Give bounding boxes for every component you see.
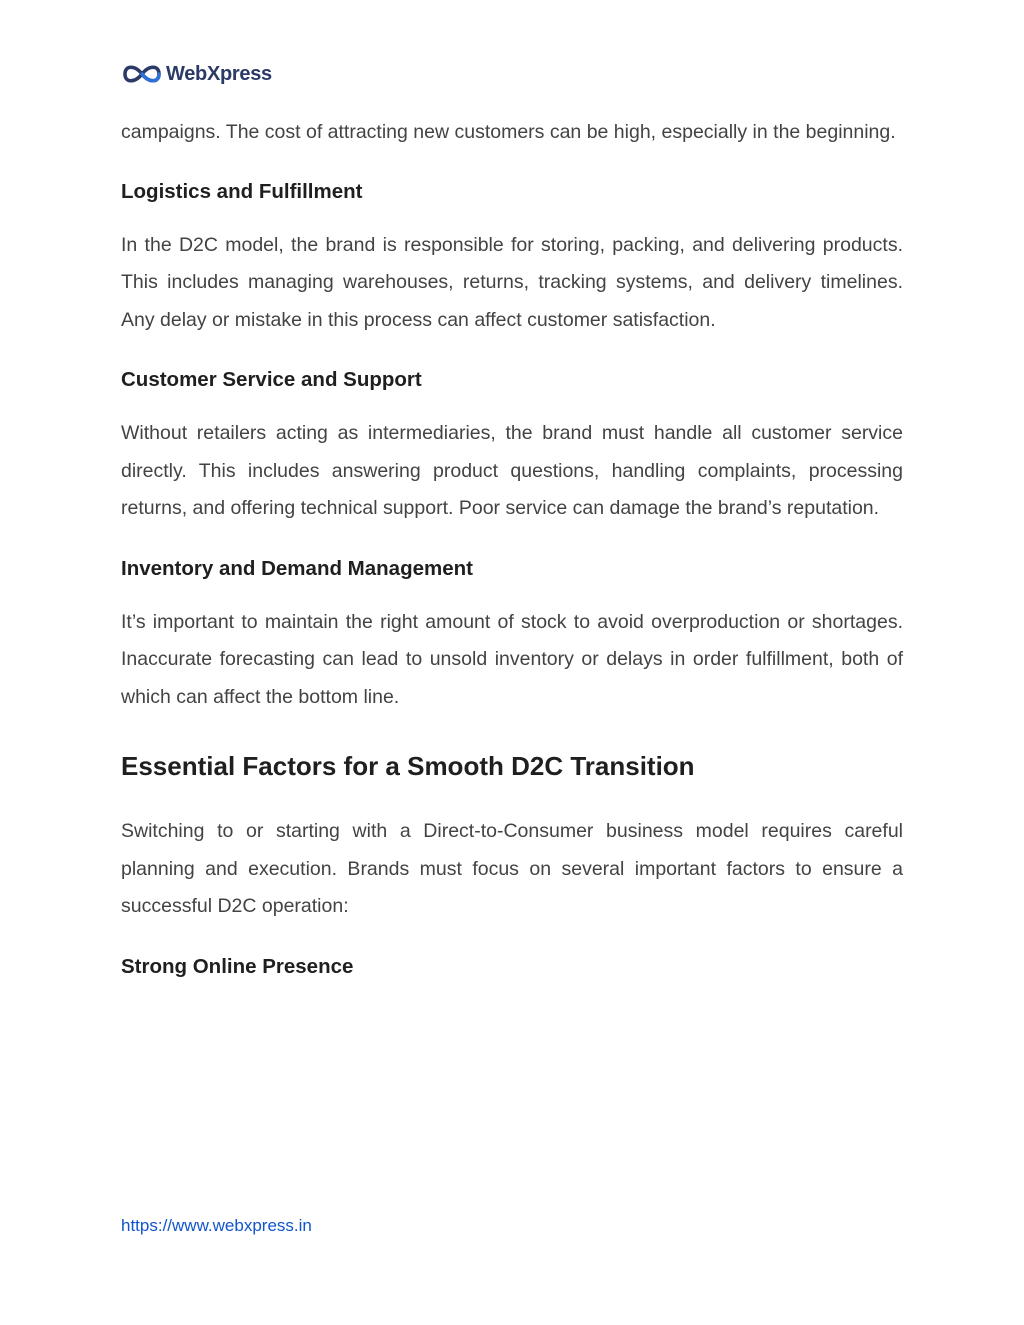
brand-logo	[121, 60, 272, 88]
document-body	[121, 114, 903, 981]
logo-wordmark: WebXpress	[166, 63, 272, 85]
inventory-paragraph: It’s important to maintain the right amount of stock to avoid overproduction or shortages. Inaccurate forecasting can lead to unsold inventory or delays in order fulfillment, both of which can affect the bottom line.	[121, 610, 903, 708]
essential-factors-heading: Essential Factors for a Smooth D2C Transition	[121, 751, 695, 781]
essential-factors-paragraph: Switching to or starting with a Direct-to-Consumer business model requires careful planning and execution. Brands must focus on several important factors to ensure a successful D2C operation:	[121, 820, 903, 917]
footer-website-link[interactable]: https://www.webxpress.in	[121, 1216, 312, 1235]
logistics-heading: Logistics and Fulfillment	[121, 179, 363, 203]
customer-service-paragraph: Without retailers acting as intermediaries, the brand must handle all customer service directly. This includes answering product questions, handling complaints, processing returns, and offering technical support. Poor service can damage the brand’s reputation.	[121, 422, 903, 519]
customer-service-heading: Customer Service and Support	[121, 368, 422, 391]
online-presence-heading: Strong Online Presence	[121, 954, 354, 978]
logistics-paragraph: In the D2C model, the brand is responsible for storing, packing, and delivering products. This includes managing warehouses, returns, tracking systems, and delivery timelines. Any delay or mistake in this process can affect customer satisfaction.	[121, 233, 903, 331]
inventory-heading: Inventory and Demand Management	[121, 556, 473, 580]
infinity-logo-icon	[121, 61, 163, 87]
intro-paragraph: campaigns. The cost of attracting new customers can be high, especially in the beginning.	[121, 121, 896, 143]
